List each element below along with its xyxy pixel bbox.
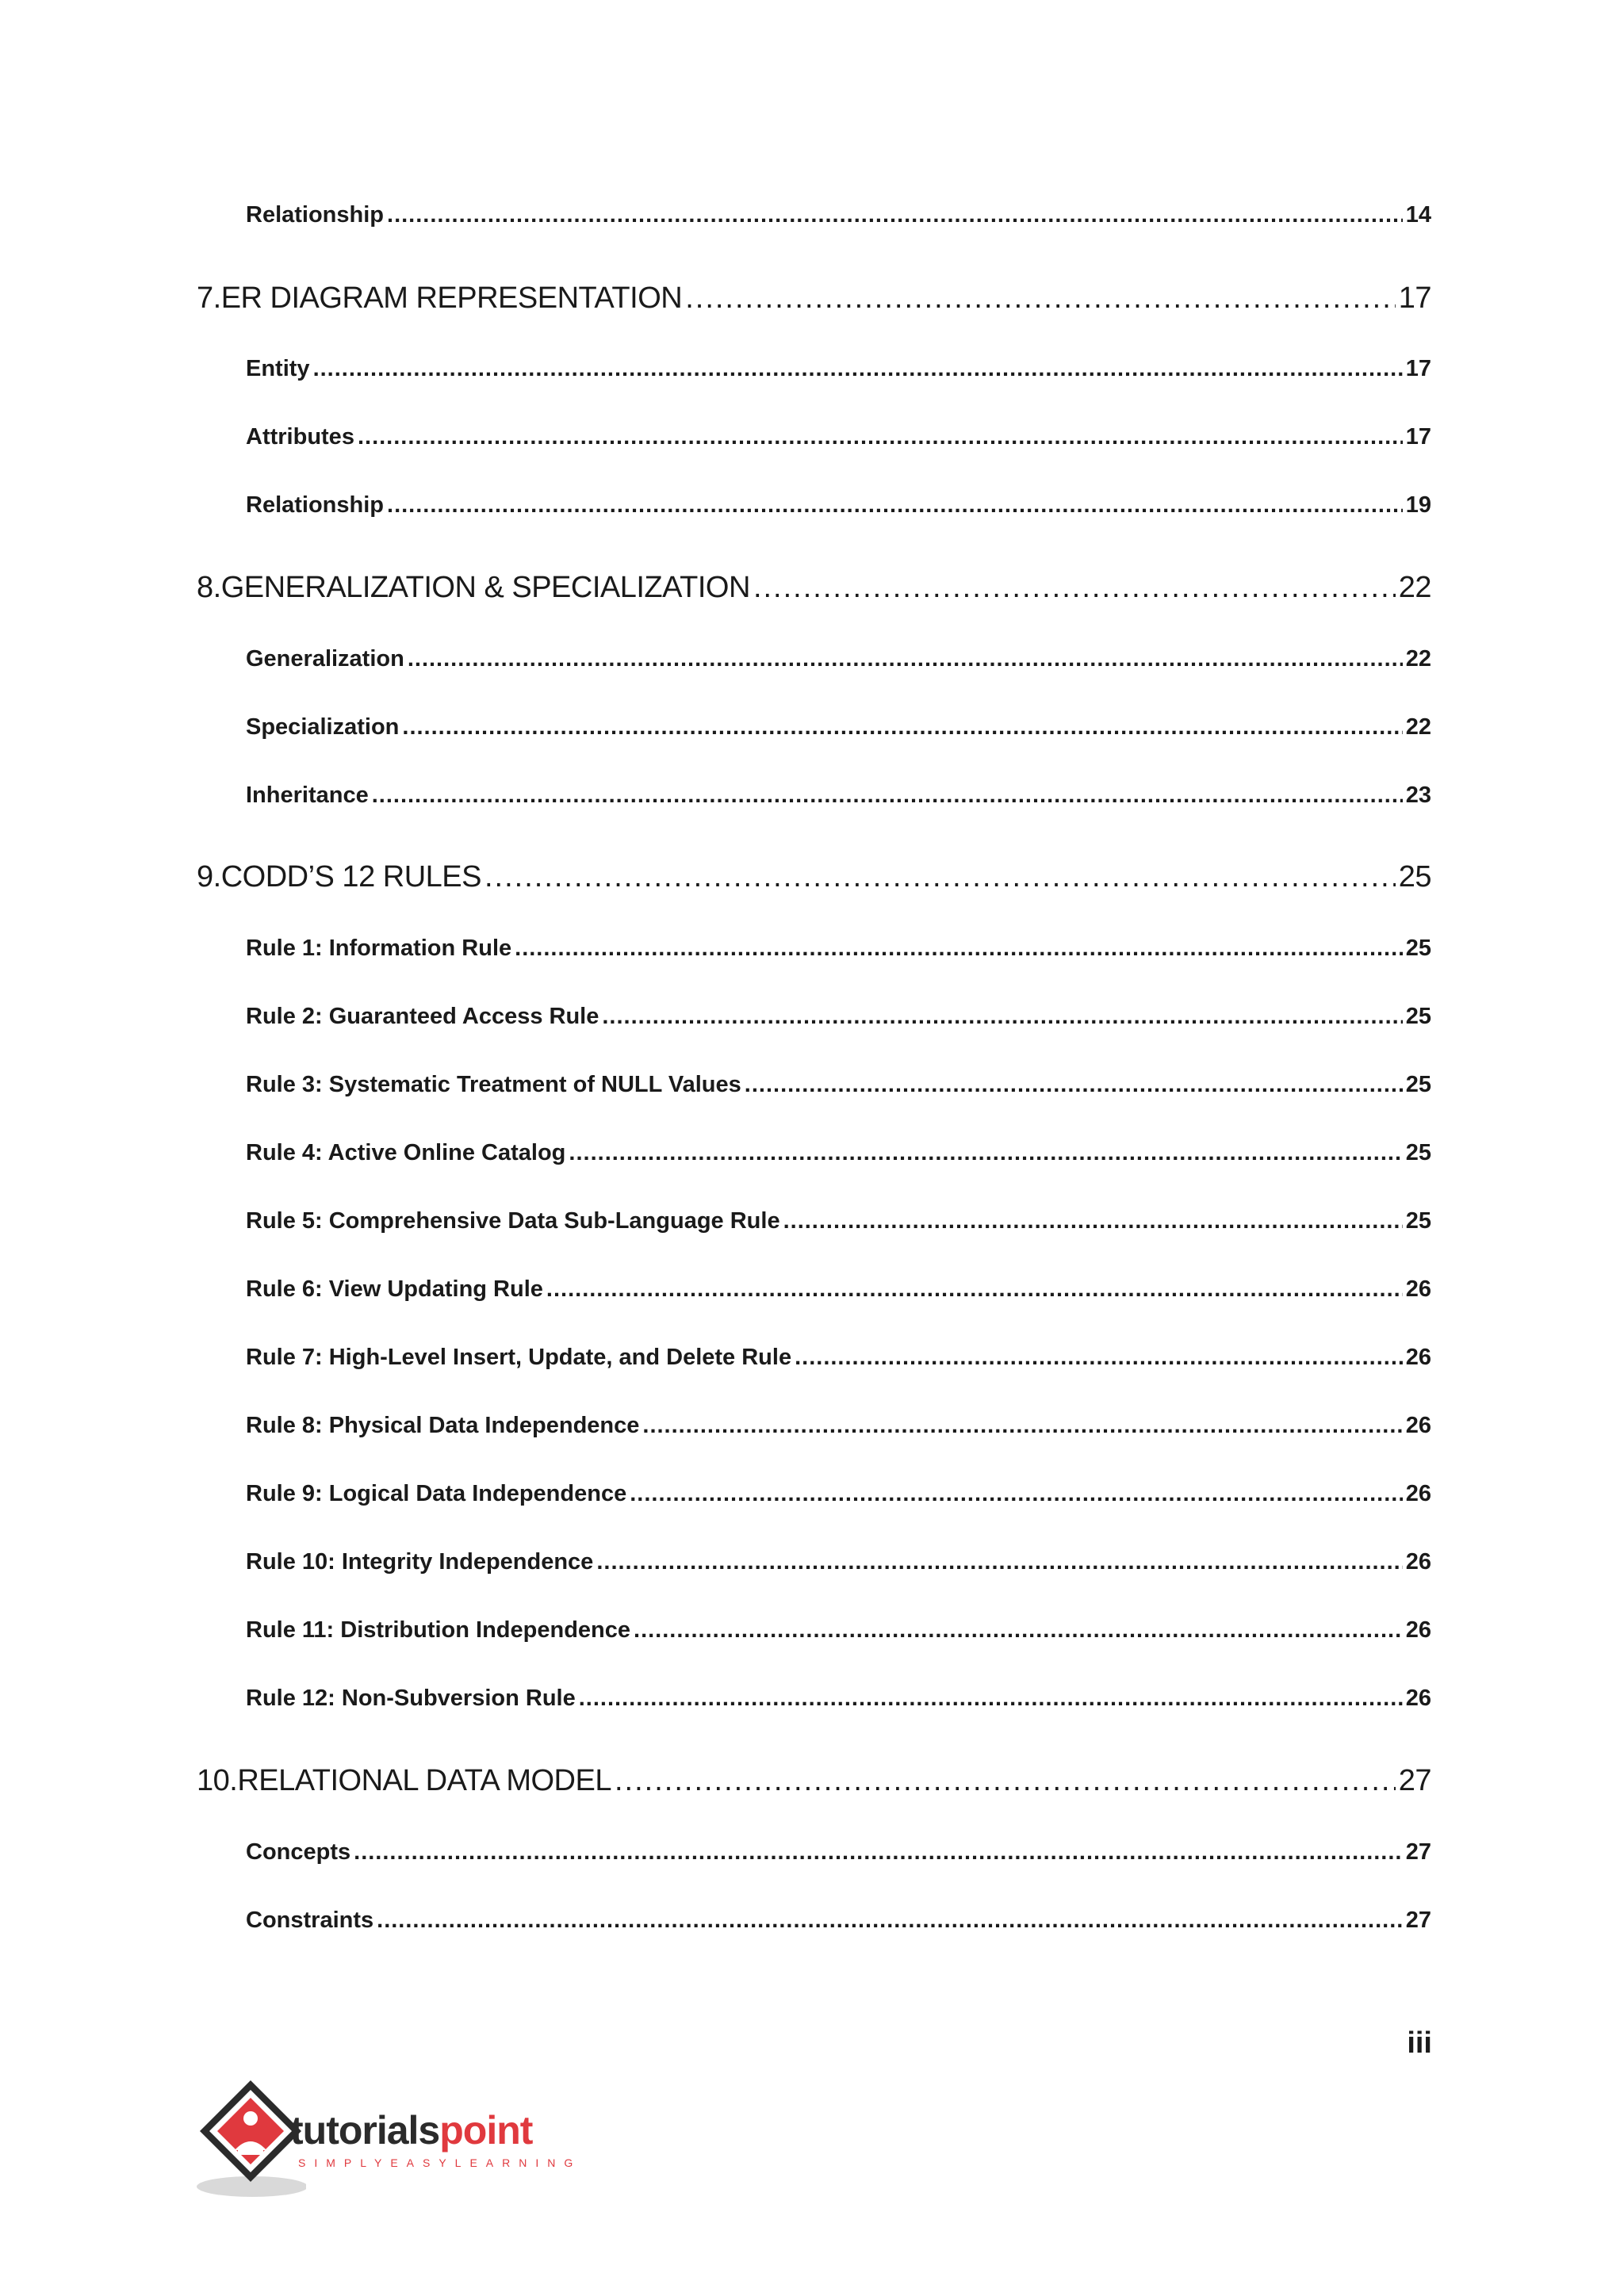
toc-entry-label: Entity [246,356,310,381]
brand-part2: point [439,2108,533,2152]
toc-dot-leader [630,1481,1403,1507]
toc-entry-label: Rule 2: Guaranteed Access Rule [246,1004,599,1029]
toc-page-number: 27 [1398,1764,1431,1797]
toc-dot-leader [485,860,1396,894]
toc-section-entry[interactable] [246,356,1431,382]
toc-entry-label: Constraints [246,1908,374,1933]
toc-entry-label: Rule 11: Distribution Independence [246,1617,631,1643]
toc-section-entry[interactable] [246,1549,1431,1575]
toc-page-number: 26 [1405,1276,1431,1302]
toc-page-number: 17 [1405,424,1431,450]
toc-dot-leader [387,492,1403,519]
toc-page-number: 22 [1405,714,1431,740]
toc-section-entry[interactable] [246,1617,1431,1644]
toc-page-number: 26 [1405,1686,1431,1711]
toc-dot-leader [354,1839,1403,1866]
toc-section-entry[interactable] [246,1839,1431,1866]
toc-dot-leader [783,1208,1403,1234]
toc-entry-label: Concepts [246,1839,351,1865]
toc-page-number: 23 [1405,783,1431,808]
toc-entry-label: Rule 12: Non-Subversion Rule [246,1686,576,1711]
page-number: iii [1407,2026,1432,2060]
toc-page-number: 26 [1405,1345,1431,1370]
toc-section-entry[interactable] [246,1208,1431,1234]
toc-entry-label: Rule 9: Logical Data Independence [246,1481,627,1506]
toc-dot-leader [579,1686,1403,1712]
toc-page-number: 22 [1398,571,1431,604]
brand-tagline: SIMPLYEASYLEARNING [298,2156,582,2169]
toc-section-entry[interactable] [246,1276,1431,1303]
toc-dot-leader [642,1413,1402,1439]
toc-entry-label: RELATIONAL DATA MODEL [237,1764,611,1797]
toc-chapter-entry[interactable] [197,571,1431,605]
toc-section-entry[interactable] [246,492,1431,519]
toc-entry-label: Rule 4: Active Online Catalog [246,1140,566,1165]
toc-dot-leader [387,202,1403,228]
toc-page-number: 22 [1405,646,1431,672]
toc-section-entry[interactable] [246,936,1431,962]
toc-entry-label: Generalization [246,646,404,672]
toc-page-number: 25 [1405,936,1431,961]
toc-dot-leader [313,356,1403,382]
toc-dot-leader [745,1072,1403,1098]
toc-page-number: 25 [1405,1208,1431,1234]
toc-entry-label: Rule 6: View Updating Rule [246,1276,543,1302]
toc-entry-label: Rule 7: High-Level Insert, Update, and Delete Rule [246,1345,792,1370]
tutorialspoint-logo [195,2077,582,2200]
toc-section-entry[interactable] [246,1004,1431,1030]
toc-dot-leader [615,1764,1396,1798]
toc-page-number: 26 [1405,1549,1431,1575]
toc-dot-leader [515,936,1403,962]
toc-page-number: 25 [1405,1140,1431,1165]
toc-dot-leader [546,1276,1403,1303]
toc-entry-label: ER DIAGRAM REPRESENTATION [220,281,683,315]
toc-page-number: 25 [1405,1072,1431,1097]
toc-chapter-number: 9. [197,860,221,894]
toc-section-entry[interactable] [246,202,1431,228]
toc-entry-label: Inheritance [246,783,369,808]
toc-entry-label: Attributes [246,424,354,450]
toc-entry-label: Rule 8: Physical Data Independence [246,1413,640,1438]
toc-section-entry[interactable] [246,1345,1431,1371]
toc-entry-label: Rule 3: Systematic Treatment of NULL Values [246,1072,741,1097]
toc-dot-leader [408,646,1403,672]
toc-entry-label: Rule 1: Information Rule [246,936,512,961]
toc-section-entry[interactable] [246,783,1431,809]
toc-chapter-number: 8. [197,571,221,604]
brand-part1: tutorials [290,2108,440,2152]
toc-section-entry[interactable] [246,1481,1431,1507]
toc-page-number: 27 [1405,1839,1431,1865]
toc-dot-leader [377,1908,1403,1934]
toc-section-entry[interactable] [246,1413,1431,1439]
toc-dot-leader [753,571,1396,605]
toc-section-entry[interactable] [246,646,1431,672]
toc-chapter-entry[interactable] [197,1764,1431,1798]
toc-entry-label: Rule 5: Comprehensive Data Sub-Language Rule [246,1208,780,1234]
toc-dot-leader [402,714,1402,740]
toc-entry-label: GENERALIZATION & SPECIALIZATION [220,571,750,604]
toc-section-entry[interactable] [246,1140,1431,1166]
toc-dot-leader [358,424,1403,450]
toc-page-number: 25 [1405,1004,1431,1029]
toc-dot-leader [596,1549,1402,1575]
toc-section-entry[interactable] [246,424,1431,450]
toc-entry-label: Relationship [246,492,385,518]
toc-chapter-number: 7. [197,281,221,315]
toc-chapter-number: 10. [197,1764,238,1797]
toc-dot-leader [634,1617,1403,1644]
toc-entry-label: Rule 10: Integrity Independence [246,1549,594,1575]
toc-entry-label: Relationship [246,202,385,228]
toc-page-number: 26 [1405,1481,1431,1506]
toc-page-number: 27 [1405,1908,1431,1933]
toc-dot-leader [372,783,1403,809]
tutorialspoint-logo-icon [195,2077,306,2200]
toc-entry-label: Specialization [246,714,400,740]
toc-chapter-entry[interactable] [197,860,1431,894]
toc-section-entry[interactable] [246,714,1431,740]
toc-page-number: 26 [1405,1617,1431,1643]
toc-section-entry[interactable] [246,1072,1431,1098]
brand-wordmark [290,2107,532,2153]
toc-page-number: 26 [1405,1413,1431,1438]
toc-chapter-entry[interactable] [197,281,1431,316]
toc-section-entry[interactable] [246,1686,1431,1712]
toc-page-number: 17 [1398,281,1431,315]
toc-page-number: 17 [1405,356,1431,381]
toc-dot-leader [685,281,1396,316]
toc-page-number: 25 [1398,860,1431,894]
toc-page-number: 19 [1405,492,1431,518]
toc-dot-leader [602,1004,1402,1030]
toc-page-number: 14 [1405,202,1431,228]
toc-section-entry[interactable] [246,1908,1431,1934]
toc-dot-leader [795,1345,1403,1371]
toc-entry-label: CODD’S 12 RULES [220,860,481,894]
toc-dot-leader [569,1140,1402,1166]
